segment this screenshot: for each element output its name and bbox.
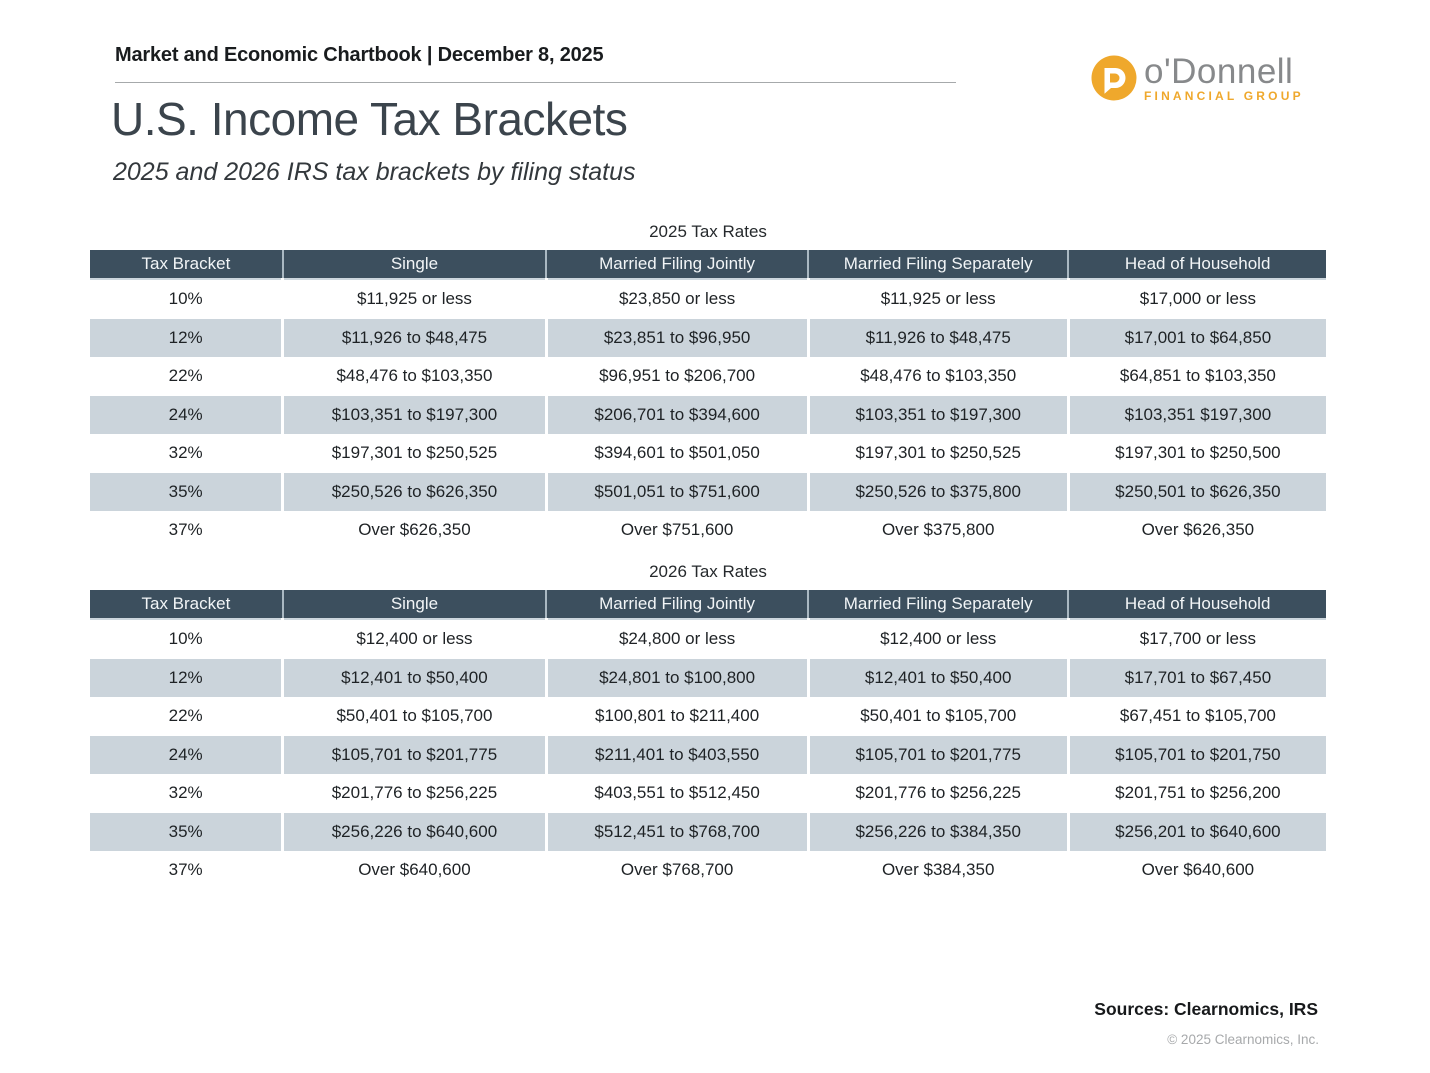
bracket-cell: 12% xyxy=(90,319,283,358)
page-subtitle: 2025 and 2026 IRS tax brackets by filing status xyxy=(113,158,636,186)
range-cell: $12,401 to $50,400 xyxy=(808,659,1068,698)
header-row xyxy=(90,590,1326,619)
range-cell: $67,451 to $105,700 xyxy=(1068,697,1326,736)
bracket-cell: 32% xyxy=(168,783,203,803)
table-row xyxy=(90,659,1326,698)
range-cell: $197,301 to $250,500 xyxy=(1068,434,1326,473)
copyright-note: © 2025 Clearnomics, Inc. xyxy=(1167,1032,1319,1047)
range-cell: $17,001 to $64,850 xyxy=(1068,319,1326,358)
column-header: Married Filing Separately xyxy=(808,590,1068,619)
range-cell: $211,401 to $403,550 xyxy=(546,736,808,775)
table-row xyxy=(90,319,1326,358)
table-row xyxy=(90,396,1326,435)
column-header: Tax Bracket xyxy=(90,250,283,279)
range-cell: $17,700 or less xyxy=(1068,619,1326,659)
range-cell: $24,801 to $100,800 xyxy=(546,659,808,698)
column-header: Married Filing Separately xyxy=(808,250,1068,279)
range-cell: $103,351 $197,300 xyxy=(1068,396,1326,435)
logo-name: o'Donnell xyxy=(1144,52,1294,91)
range-cell: $512,451 to $768,700 xyxy=(546,813,808,852)
range-cell: Over $640,600 xyxy=(283,851,546,890)
range-cell: $201,751 to $256,200 xyxy=(1068,774,1326,813)
column-header: Married Filing Jointly xyxy=(546,590,808,619)
range-cell: $12,400 or less xyxy=(808,619,1068,659)
column-header: Head of Household xyxy=(1068,250,1326,279)
table-row xyxy=(90,434,1326,473)
table-row xyxy=(90,511,1326,550)
range-cell: $403,551 to $512,450 xyxy=(546,774,808,813)
range-cell: $96,951 to $206,700 xyxy=(546,357,808,396)
sources-note: Sources: Clearnomics, IRS xyxy=(1094,999,1318,1019)
bracket-cell: 35% xyxy=(90,813,283,852)
range-cell: $17,000 or less xyxy=(1068,279,1326,319)
range-cell: $201,776 to $256,225 xyxy=(808,774,1068,813)
range-cell: $105,701 to $201,775 xyxy=(808,736,1068,775)
bracket-cell: 22% xyxy=(168,366,203,386)
range-cell: $48,476 to $103,350 xyxy=(808,357,1068,396)
range-cell: $394,601 to $501,050 xyxy=(546,434,808,473)
range-cell: $48,476 to $103,350 xyxy=(283,357,546,396)
table-row xyxy=(90,279,1326,319)
column-header: Single xyxy=(283,590,546,619)
logo-tagline: FINANCIAL GROUP xyxy=(1144,89,1304,103)
range-cell: $11,925 or less xyxy=(283,279,546,319)
table-row xyxy=(90,813,1326,852)
range-cell: $206,701 to $394,600 xyxy=(546,396,808,435)
range-cell: $250,526 to $375,800 xyxy=(808,473,1068,512)
bracket-cell: 32% xyxy=(168,443,203,463)
bracket-cell: 35% xyxy=(90,473,283,512)
bracket-cell: 24% xyxy=(90,736,283,775)
range-cell: $50,401 to $105,700 xyxy=(808,697,1068,736)
range-cell: $100,801 to $211,400 xyxy=(546,697,808,736)
range-cell: $64,851 to $103,350 xyxy=(1068,357,1326,396)
table-caption: 2026 Tax Rates xyxy=(649,562,767,581)
range-cell: $197,301 to $250,525 xyxy=(283,434,546,473)
column-header: Single xyxy=(283,250,546,279)
bracket-cell: 37% xyxy=(168,520,203,540)
range-cell: $103,351 to $197,300 xyxy=(283,396,546,435)
header-row xyxy=(90,250,1326,279)
range-cell: $256,226 to $640,600 xyxy=(283,813,546,852)
range-cell: $11,925 or less xyxy=(808,279,1068,319)
range-cell: $105,701 to $201,750 xyxy=(1068,736,1326,775)
column-header: Tax Bracket xyxy=(90,590,283,619)
range-cell: $12,400 or less xyxy=(283,619,546,659)
range-cell: $250,501 to $626,350 xyxy=(1068,473,1326,512)
bracket-cell: 10% xyxy=(168,629,203,649)
range-cell: Over $768,700 xyxy=(546,851,808,890)
company-logo xyxy=(1091,52,1304,103)
bracket-cell: 12% xyxy=(90,659,283,698)
range-cell: Over $626,350 xyxy=(1068,511,1326,550)
table-row xyxy=(90,357,1326,396)
range-cell: $256,201 to $640,600 xyxy=(1068,813,1326,852)
range-cell: $201,776 to $256,225 xyxy=(283,774,546,813)
range-cell: $197,301 to $250,525 xyxy=(808,434,1068,473)
bracket-cell: 10% xyxy=(168,289,203,309)
range-cell: $250,526 to $626,350 xyxy=(283,473,546,512)
range-cell: $103,351 to $197,300 xyxy=(808,396,1068,435)
column-header: Head of Household xyxy=(1068,590,1326,619)
table-row xyxy=(90,774,1326,813)
table-row xyxy=(90,473,1326,512)
page-title: U.S. Income Tax Brackets xyxy=(111,93,628,145)
tax-table xyxy=(90,250,1326,550)
range-cell: $23,851 to $96,950 xyxy=(546,319,808,358)
table-row xyxy=(90,619,1326,659)
range-cell: Over $626,350 xyxy=(283,511,546,550)
bracket-cell: 22% xyxy=(168,706,203,726)
tax-table-2025 xyxy=(90,222,1326,550)
tax-table-2026 xyxy=(90,562,1326,890)
bracket-cell: 24% xyxy=(90,396,283,435)
logo-mark-icon xyxy=(1091,55,1137,101)
table-row xyxy=(90,736,1326,775)
range-cell: $105,701 to $201,775 xyxy=(283,736,546,775)
range-cell: $24,800 or less xyxy=(546,619,808,659)
tax-table xyxy=(90,590,1326,890)
table-row xyxy=(90,697,1326,736)
header-divider xyxy=(115,82,956,83)
table-row xyxy=(90,851,1326,890)
range-cell: Over $640,600 xyxy=(1068,851,1326,890)
range-cell: Over $375,800 xyxy=(808,511,1068,550)
range-cell: $12,401 to $50,400 xyxy=(283,659,546,698)
range-cell: $17,701 to $67,450 xyxy=(1068,659,1326,698)
range-cell: Over $384,350 xyxy=(808,851,1068,890)
range-cell: $11,926 to $48,475 xyxy=(808,319,1068,358)
range-cell: $50,401 to $105,700 xyxy=(283,697,546,736)
range-cell: $23,850 or less xyxy=(546,279,808,319)
range-cell: Over $751,600 xyxy=(546,511,808,550)
range-cell: $501,051 to $751,600 xyxy=(546,473,808,512)
chartbook-header: Market and Economic Chartbook | December 8, 2025 xyxy=(115,44,604,66)
range-cell: $11,926 to $48,475 xyxy=(283,319,546,358)
column-header: Married Filing Jointly xyxy=(546,250,808,279)
table-caption: 2025 Tax Rates xyxy=(649,222,767,241)
range-cell: $256,226 to $384,350 xyxy=(808,813,1068,852)
bracket-cell: 37% xyxy=(168,860,203,880)
